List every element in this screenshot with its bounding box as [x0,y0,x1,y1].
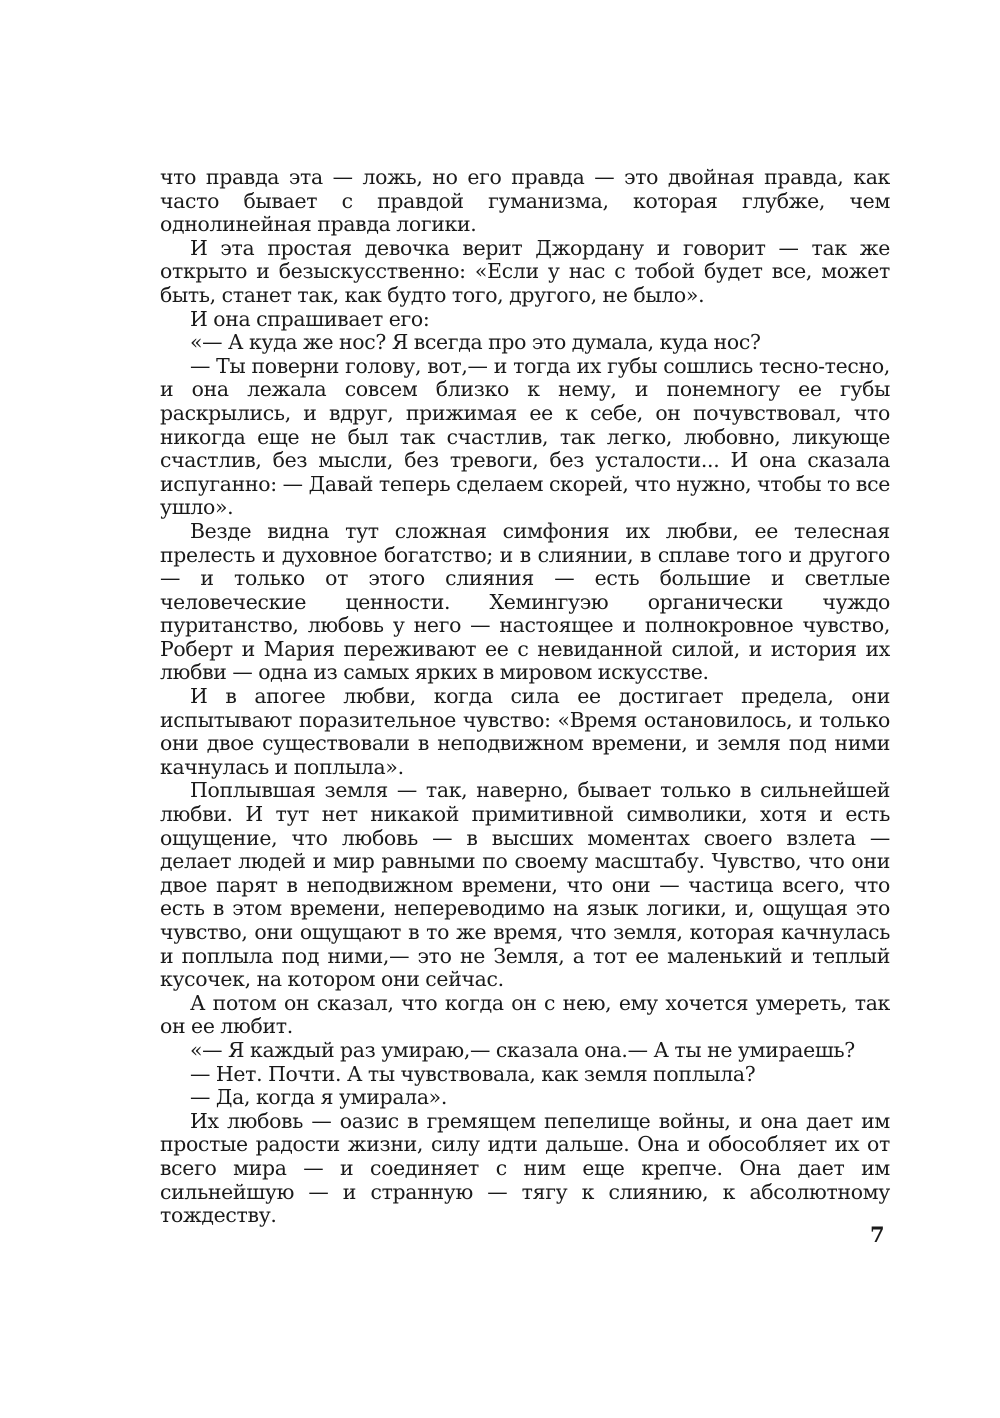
paragraph: И в апогее любви, когда сила ее достигает предела, они испытывают поразительное чувство: «Время остановилось, и только они двое существовали в неподвижном времени, и земля под ними качнулась и поплыла». [160,684,890,779]
quote-line: — Да, когда я умирала». [190,1085,448,1110]
quote-line: «— А куда же нос? Я всегда про это думала, куда нос? [190,330,761,355]
text-column [160,166,890,1228]
paragraph: Их любовь — оазис в гремящем пепелище войны, и она дает им простые радости жизни, силу идти дальше. Она и обособляет их от всего мира — и соединяет с ним еще крепче. Она дает им сильнейшую — и странную — тягу к слиянию, к абсолютному тождеству. [160,1108,890,1228]
quote-line: — Нет. Почти. А ты чувствовала, как земля поплыла? [190,1061,756,1086]
paragraph: А потом он сказал, что когда он с нею, ему хочется умереть, так он ее любит. [160,990,890,1039]
quote-line: — Ты поверни голову, вот,— и тогда их губы сошлись тесно-тесно, и она лежала совсем близко к нему, и понемногу ее губы раскрылись, и вдруг, прижимая ее к себе, он почувствовал, что никогда еще не был так счастлив, так легко, любовно, ликующе счастлив, без мысли, без тревоги, без усталости... И она сказала испуганно: — Давай теперь сделаем скорей, что нужно, чтобы то все ушло». [160,353,890,520]
page-body [160,166,890,1266]
paragraph-continuation: что правда эта — ложь, но его правда — это двойная правда, как часто бывает с правдой гуманизма, которая глубже, чем однолинейная правда логики. [160,165,890,237]
paragraph: Везде видна тут сложная симфония их любви, ее телесная прелесть и духовное богатство; и в слиянии, в сплаве того и другого — и только от этого слияния — есть большие и светлые человеческие ценности. Хемингуэю органически чуждо пуританство, любовь у него — настоящее и полнокровное чувство, Роберт и Мария переживают ее с невиданной силой, и история их любви — одна из самых ярких в мировом искусстве. [160,518,890,685]
paragraph: Поплывшая земля — так, наверно, бывает только в сильнейшей любви. И тут нет никакой примитивной символики, хотя и есть ощущение, что любовь — в высших моментах своего взлета — делает людей и мир равными по своему масштабу. Чувство, что они двое парят в неподвижном времени, что они — частица всего, что есть в этом времени, непереводимо на язык логики, и, ощущая это чувство, они ощущают в то же время, что земля, которая качнулась и поплыла под ними,— это не Земля, а тот ее маленький и теплый кусочек, на котором они сейчас. [160,778,890,992]
page-number: 7 [870,1222,885,1247]
quote-line: «— Я каждый раз умираю,— сказала она.— А ты не умираешь? [190,1037,855,1062]
paragraph: И эта простая девочка верит Джордану и говорит — так же открыто и безыскусственно: «Если у нас с тобой будет все, может быть, станет так, как будто того, другого, не было». [160,235,890,307]
paragraph: И она спрашивает его: [190,306,430,331]
